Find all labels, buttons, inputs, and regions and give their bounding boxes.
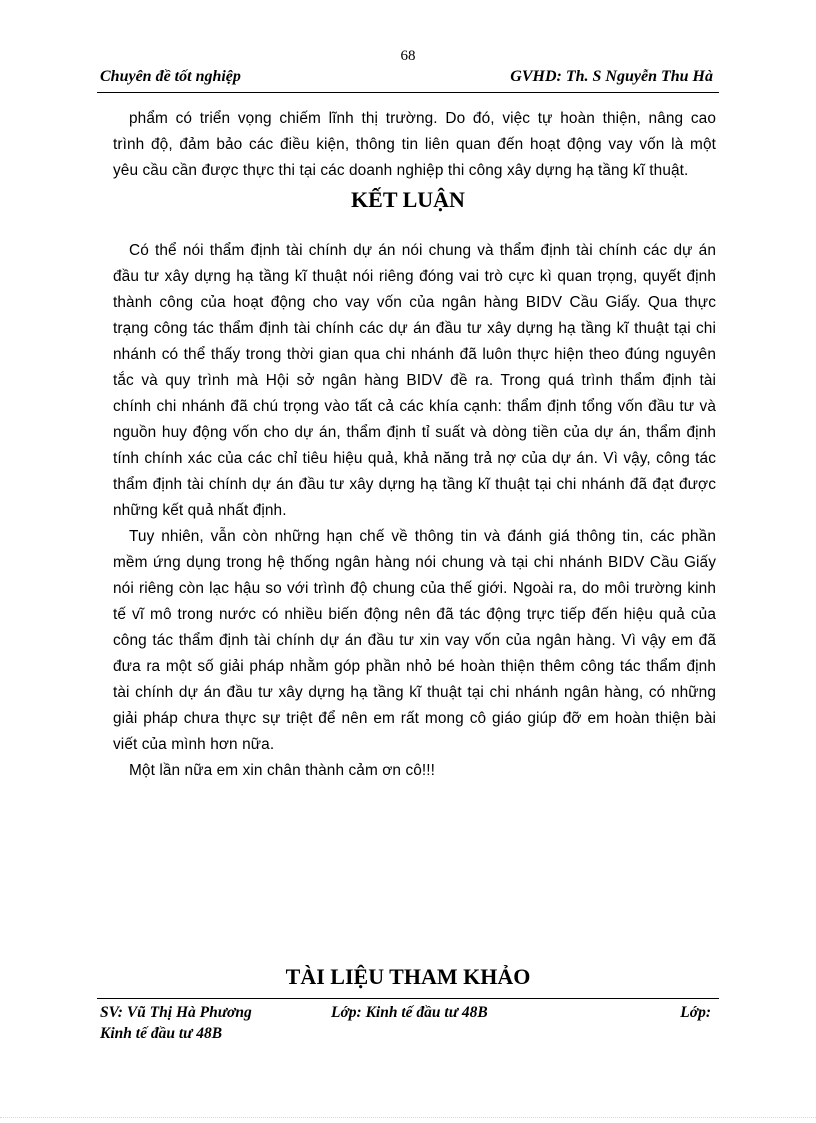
paragraph-line: đầu tư xây dựng hạ tầng kĩ thuật nói riêng đóng vai trò cực kì quan trọng, quyết định bbox=[113, 268, 716, 285]
footer-class-continued: Kinh tế đầu tư 48B bbox=[100, 1025, 223, 1042]
page-edge bbox=[0, 1117, 816, 1118]
paragraph-line: mềm ứng dụng trong hệ thống ngân hàng nói chung và tại chi nhánh BIDV Cầu Giấy bbox=[113, 554, 716, 571]
header-document-type: Chuyên đề tốt nghiệp bbox=[100, 68, 241, 85]
paragraph-line: nhánh có thể thấy trong thời gian qua chi nhánh đã luôn thực hiện theo đúng nguyên bbox=[113, 346, 716, 363]
paragraph-line: chính chi nhánh đã chú trọng vào tất cả các khía cạnh: thẩm định tổng vốn đầu tư và bbox=[113, 398, 716, 415]
footer-class: Lớp: Kinh tế đầu tư 48B bbox=[331, 1004, 488, 1021]
intro-line: phẩm có triển vọng chiếm lĩnh thị trường. Do đó, việc tự hoàn thiện, nâng cao bbox=[129, 110, 716, 127]
footer-student-name: SV: Vũ Thị Hà Phương bbox=[100, 1004, 252, 1021]
paragraph-line: viết của mình hơn nữa. bbox=[113, 736, 275, 753]
paragraph-line: thành công của hoạt động cho vay vốn của ngân hàng BIDV Cầu Giấy. Qua thực bbox=[113, 294, 716, 311]
header-rule bbox=[97, 92, 719, 93]
paragraph-line: giải pháp chưa thực sự triệt để nên em rất mong cô giáo giúp đỡ em hoàn thiện bài bbox=[113, 710, 716, 727]
intro-line: yêu cầu cần được thực thi tại các doanh nghiệp thi công xây dựng hạ tầng kĩ thuật. bbox=[113, 162, 689, 179]
paragraph-line: nguồn huy động vốn cho dự án, thẩm định tỉ suất và dòng tiền của dự án, thẩm định bbox=[113, 424, 716, 441]
paragraph-line: những kết quả nhất định. bbox=[113, 502, 287, 519]
references-heading: TÀI LIỆU THAM KHẢO bbox=[285, 964, 531, 989]
intro-line: trình độ, đảm bảo các điều kiện, thông tin liên quan đến hoạt động vay vốn là một bbox=[113, 136, 716, 153]
footer-rule bbox=[97, 998, 719, 999]
paragraph-line: tính chính xác của các chỉ tiêu hiệu quả, khả năng trả nợ của dự án. Vì vậy, công tác bbox=[113, 450, 716, 467]
paragraph-line: Tuy nhiên, vẫn còn những hạn chế về thông tin và đánh giá thông tin, các phần bbox=[129, 528, 716, 545]
paragraph-line: tế vĩ mô trong nước có nhiều biến động nên đã tác động trực tiếp đến hiệu quả của bbox=[113, 606, 716, 623]
paragraph-line: tắc và quy trình mà Hội sở ngân hàng BIDV đề ra. Trong quá trình thẩm định tài bbox=[113, 372, 716, 389]
conclusion-heading: KẾT LUẬN bbox=[351, 187, 465, 212]
paragraph-line: trạng công tác thẩm định tài chính các dự án đầu tư xây dựng hạ tầng kĩ thuật tại chi bbox=[113, 320, 716, 337]
paragraph-line: công tác thẩm định tài chính dự án đầu tư xin vay vốn của ngân hàng. Vì vậy em đã bbox=[113, 632, 716, 649]
closing-thanks: Một lần nữa em xin chân thành cảm ơn cô!!! bbox=[129, 762, 436, 779]
header-supervisor: GVHD: Th. S Nguyễn Thu Hà bbox=[510, 68, 713, 85]
page-number: 68 bbox=[400, 48, 416, 64]
footer-class-label: Lớp: bbox=[680, 1004, 711, 1021]
paragraph-line: đưa ra một số giải pháp nhằm góp phần nhỏ bé hoàn thiện thêm công tác thẩm định bbox=[113, 658, 716, 675]
paragraph-line: tài chính dự án đầu tư xây dựng hạ tầng kĩ thuật tại chi nhánh ngân hàng, có những bbox=[113, 684, 716, 701]
paragraph-line: Có thể nói thẩm định tài chính dự án nói chung và thẩm định tài chính các dự án bbox=[129, 242, 716, 259]
paragraph-line: thẩm định tài chính dự án đầu tư xây dựng hạ tầng kĩ thuật tại chi nhánh đã đạt được bbox=[113, 476, 716, 493]
paragraph-line: nói riêng còn lạc hậu so với trình độ chung của thế giới. Ngoài ra, do môi trường kinh bbox=[113, 580, 716, 597]
